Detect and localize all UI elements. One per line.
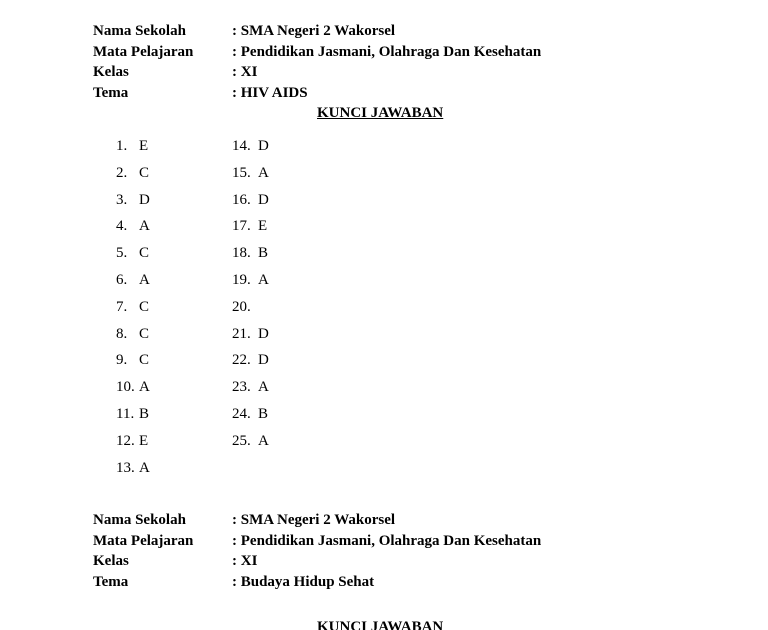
answer-item: [116, 325, 150, 352]
answer-letter: C: [139, 298, 150, 315]
class-label: Kelas: [93, 553, 129, 570]
answer-number: 6.: [116, 271, 128, 288]
answer-item: [116, 432, 150, 459]
answer-letter: C: [139, 325, 150, 342]
answer-key-title: KUNCI JAWABAN: [317, 105, 444, 121]
answer-item: [116, 298, 150, 325]
answer-number: 17.: [232, 218, 251, 235]
answer-letter: A: [258, 164, 269, 181]
answer-letter: E: [139, 138, 149, 154]
answer-letter: D: [258, 191, 269, 208]
class-value: : XI: [232, 64, 258, 81]
answer-letter: A: [139, 271, 150, 288]
header-row-subject: [93, 531, 541, 552]
answer-column-right: [232, 137, 269, 459]
answer-item: [232, 405, 269, 432]
answer-item: [116, 244, 150, 271]
school-value: : SMA Negeri 2 Wakorsel: [232, 512, 396, 528]
answer-letter: A: [258, 379, 269, 396]
answer-item: [232, 244, 269, 271]
subject-label: Mata Pelajaran: [93, 43, 194, 60]
answer-item: [232, 217, 269, 244]
answer-letter: D: [258, 352, 269, 369]
answer-number: 24.: [232, 405, 251, 422]
answer-number: 25.: [232, 432, 251, 449]
theme-value: : Budaya Hidup Sehat: [232, 573, 375, 590]
theme-label: Tema: [93, 573, 129, 590]
header-row-theme: [93, 83, 541, 104]
theme-value: : HIV AIDS: [232, 84, 308, 101]
answer-letter: B: [139, 405, 150, 422]
answer-item: [116, 271, 150, 298]
header-row-theme: [93, 572, 541, 593]
answer-letter: B: [258, 245, 269, 262]
answer-number: 18.: [232, 245, 251, 262]
answer-item: [116, 191, 150, 218]
answer-letter: A: [139, 379, 150, 396]
answer-letter: B: [258, 405, 269, 422]
answer-item: [232, 351, 269, 378]
answer-letter: C: [139, 245, 150, 262]
answer-number: 22.: [232, 352, 251, 369]
class-value: : XI: [232, 553, 258, 570]
school-label: Nama Sekolah: [93, 512, 186, 528]
subject-value: : Pendidikan Jasmani, Olahraga Dan Kesehatan: [232, 43, 542, 60]
answer-item: [232, 378, 269, 405]
answer-letter: A: [258, 432, 269, 449]
answer-item: [232, 137, 269, 164]
school-value: : SMA Negeri 2 Wakorsel: [232, 23, 396, 39]
answer-number: 2.: [116, 164, 128, 181]
answer-number: 3.: [116, 191, 128, 208]
answer-letter: D: [258, 138, 269, 154]
answer-key-title-2: KUNCI JAWABAN: [317, 619, 444, 630]
answer-letter: C: [139, 352, 150, 369]
answer-letter: A: [139, 459, 150, 476]
header-row-subject: [93, 42, 541, 63]
answer-number: 20.: [232, 298, 251, 315]
answer-number: 14.: [232, 138, 251, 154]
answer-item: [232, 432, 269, 459]
answer-item: [232, 191, 269, 218]
answer-item: [116, 351, 150, 378]
header-block-2: [93, 510, 541, 592]
answer-number: 8.: [116, 325, 128, 342]
answer-letter: A: [139, 218, 150, 235]
answer-item: [116, 217, 150, 244]
answer-letter: E: [139, 432, 149, 449]
answer-number: 1.: [116, 138, 128, 154]
header-block-1: [93, 21, 541, 103]
answer-letter: E: [258, 218, 268, 235]
header-row-school: [93, 21, 541, 42]
answer-item: [232, 298, 269, 325]
answer-letter: A: [258, 271, 269, 288]
answer-number: 11.: [116, 405, 135, 422]
header-row-school: [93, 510, 541, 531]
answer-number: 23.: [232, 379, 251, 396]
answer-number: 19.: [232, 271, 251, 288]
answer-number: 4.: [116, 218, 128, 235]
theme-label: Tema: [93, 84, 129, 101]
school-label: Nama Sekolah: [93, 23, 186, 39]
answer-number: 12.: [116, 432, 135, 449]
answer-item: [232, 271, 269, 298]
answer-number: 13.: [116, 459, 135, 476]
subject-value: : Pendidikan Jasmani, Olahraga Dan Kesehatan: [232, 532, 542, 549]
answer-column-left: [116, 137, 150, 485]
header-row-class: [93, 62, 541, 83]
answer-item: [232, 325, 269, 352]
answer-item: [116, 378, 150, 405]
answer-item: [116, 137, 150, 164]
answer-number: 21.: [232, 325, 251, 342]
answer-letter: C: [139, 164, 150, 181]
answer-item: [232, 164, 269, 191]
answer-letter: D: [258, 325, 269, 342]
class-label: Kelas: [93, 64, 129, 81]
answer-item: [116, 164, 150, 191]
answer-number: 15.: [232, 164, 251, 181]
answer-number: 16.: [232, 191, 251, 208]
answer-letter: D: [139, 191, 150, 208]
answer-number: 9.: [116, 352, 128, 369]
answer-item: [116, 405, 150, 432]
answer-number: 5.: [116, 245, 128, 262]
subject-label: Mata Pelajaran: [93, 532, 194, 549]
answer-number: 7.: [116, 298, 128, 315]
answer-number: 10.: [116, 379, 135, 396]
answer-item: [116, 459, 150, 486]
header-row-class: [93, 551, 541, 572]
